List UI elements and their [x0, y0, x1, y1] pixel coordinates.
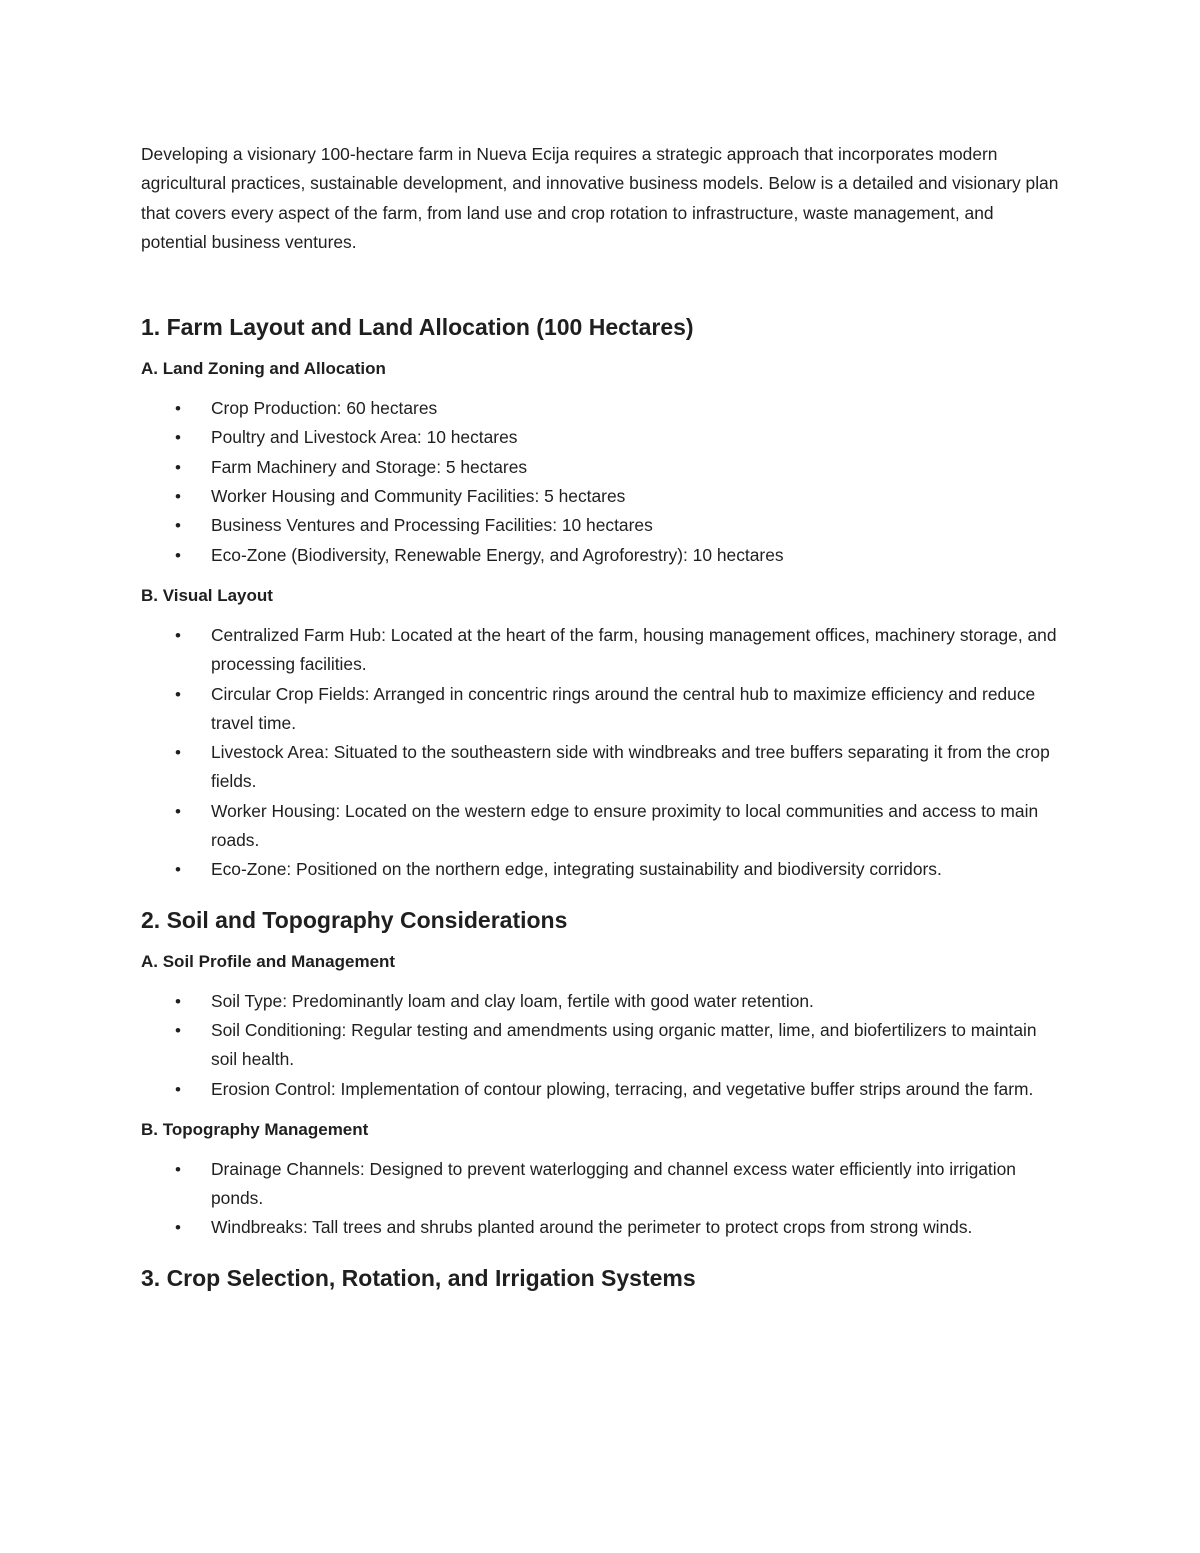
list-item: • Eco-Zone (Biodiversity, Renewable Energy, and Agroforestry): 10 hectares [141, 541, 1061, 570]
bullet-icon: • [175, 399, 181, 419]
list-item: • Farm Machinery and Storage: 5 hectares [141, 453, 1061, 482]
list-item: • Erosion Control: Implementation of contour plowing, terracing, and vegetative buffer strips around the farm. [141, 1075, 1061, 1104]
bullet-icon: • [175, 684, 181, 704]
list-item: • Drainage Channels: Designed to prevent waterlogging and channel excess water efficiently into irrigation ponds. [141, 1155, 1061, 1214]
list-item: • Centralized Farm Hub: Located at the heart of the farm, housing management offices, machinery storage, and processing facilities. [141, 621, 1061, 680]
bullet-icon: • [175, 743, 181, 763]
bullet-icon: • [175, 516, 181, 536]
bullet-icon: • [175, 487, 181, 507]
bullet-icon: • [175, 625, 181, 645]
list-item: • Soil Conditioning: Regular testing and amendments using organic matter, lime, and biofertilizers to maintain soil health. [141, 1016, 1061, 1075]
subsection-heading: B. Visual Layout [141, 585, 273, 605]
bullet-list [141, 1155, 1061, 1243]
bullet-icon: • [175, 1218, 181, 1238]
bullet-icon: • [175, 1079, 181, 1099]
section-heading: 1. Farm Layout and Land Allocation (100 Hectares) [141, 314, 694, 341]
list-item: • Worker Housing: Located on the western edge to ensure proximity to local communities and access to main roads. [141, 797, 1061, 856]
list-item: • Business Ventures and Processing Facilities: 10 hectares [141, 511, 1061, 540]
bullet-icon: • [175, 1159, 181, 1179]
bullet-icon: • [175, 428, 181, 448]
section-heading: 2. Soil and Topography Considerations [141, 906, 568, 933]
section-soil-topography [141, 905, 1061, 1243]
list-item: • Worker Housing and Community Facilities: 5 hectares [141, 482, 1061, 511]
subsection-heading: A. Land Zoning and Allocation [141, 359, 386, 379]
subsection-heading: B. Topography Management [141, 1119, 369, 1139]
intro-paragraph: Developing a visionary 100-hectare farm in Nueva Ecija requires a strategic approach that incorporates modern agricultural practices, sustainable development, and innovative business models. Below is a detailed and visionary plan that covers every aspect of the farm, from land use and crop rotation to infrastructure, waste management, and potential business ventures. [141, 144, 1059, 252]
list-item: • Livestock Area: Situated to the southeastern side with windbreaks and tree buffers separating it from the crop fields. [141, 738, 1061, 797]
bullet-list [141, 621, 1061, 885]
bullet-icon: • [175, 457, 181, 477]
bullet-icon: • [175, 545, 181, 565]
document-body [141, 140, 1061, 1293]
list-item: • Poultry and Livestock Area: 10 hectares [141, 423, 1061, 452]
bullet-icon: • [175, 1020, 181, 1040]
bullet-icon: • [175, 801, 181, 821]
list-item: • Circular Crop Fields: Arranged in concentric rings around the central hub to maximize efficiency and reduce travel time. [141, 680, 1061, 739]
bullet-icon: • [175, 860, 181, 880]
list-item: • Eco-Zone: Positioned on the northern edge, integrating sustainability and biodiversity corridors. [141, 855, 1061, 884]
list-item: • Windbreaks: Tall trees and shrubs planted around the perimeter to protect crops from strong winds. [141, 1213, 1061, 1242]
section-crop-selection [141, 1263, 1061, 1293]
subsection-heading: A. Soil Profile and Management [141, 951, 396, 971]
list-item: • Crop Production: 60 hectares [141, 394, 1061, 423]
list-item: • Soil Type: Predominantly loam and clay loam, fertile with good water retention. [141, 987, 1061, 1016]
bullet-list [141, 987, 1061, 1104]
section-heading: 3. Crop Selection, Rotation, and Irrigation Systems [141, 1264, 696, 1291]
bullet-list [141, 394, 1061, 570]
bullet-icon: • [175, 991, 181, 1011]
section-farm-layout [141, 312, 1061, 884]
